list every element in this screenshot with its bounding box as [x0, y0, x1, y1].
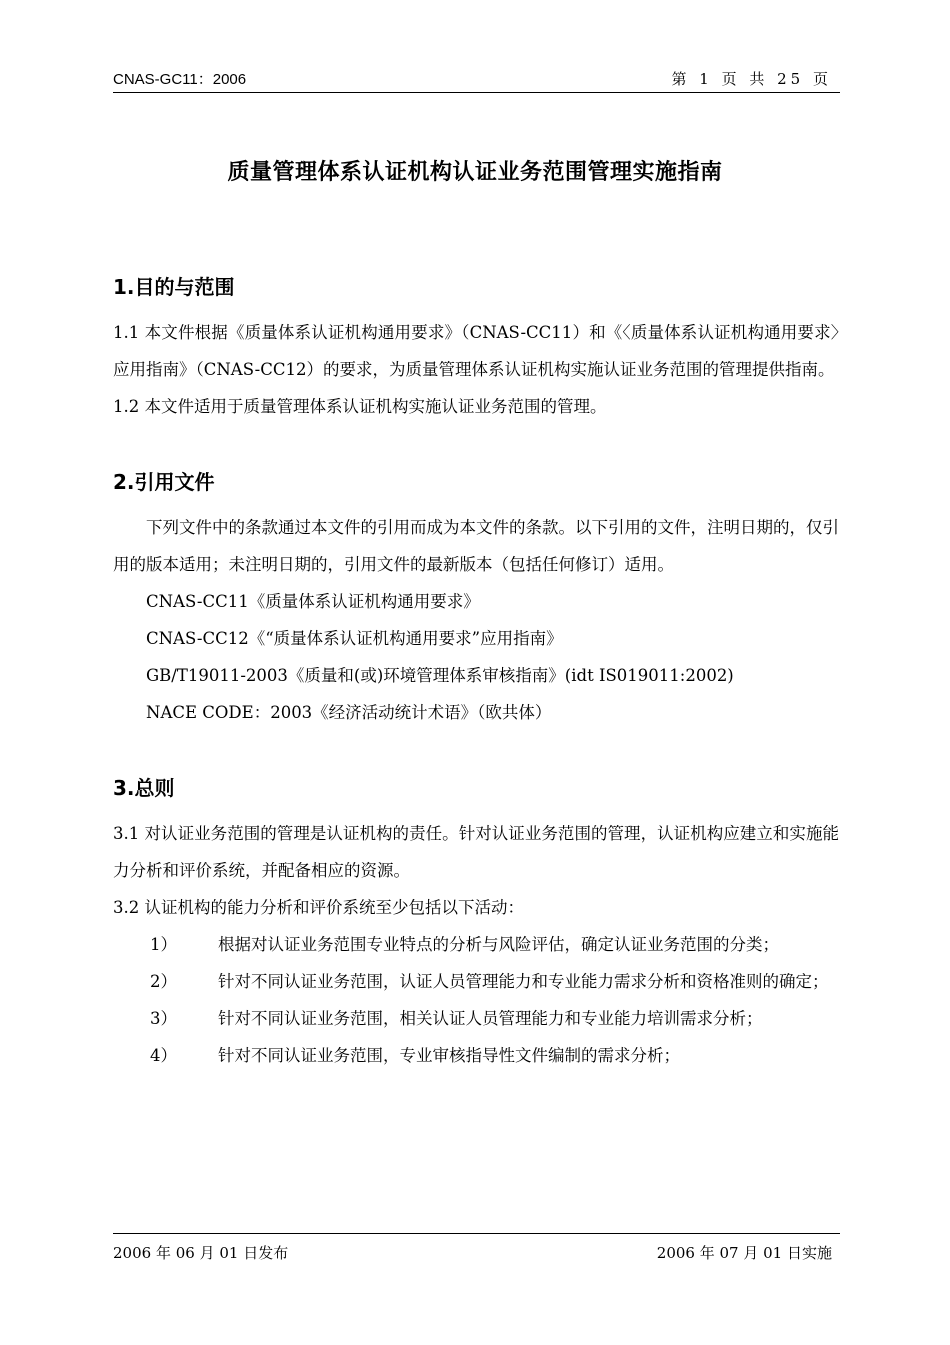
page-footer [113, 1233, 840, 1262]
section-1-paragraph-2: 1.2 本文件适用于质量管理体系认证机构实施认证业务范围的管理。 [113, 397, 607, 416]
section-2-intro: 下列文件中的条款通过本文件的引用而成为本文件的条款。以下引用的文件，注明日期的，仅引用的版本适用；未注明日期的，引用文件的最新版本（包括任何修订）适用。 [113, 518, 839, 574]
activity-number: 4） [150, 1046, 177, 1065]
activity-number: 3） [150, 1009, 177, 1028]
reference-item: NACE CODE：2003《经济活动统计术语》（欧共体） [146, 703, 552, 722]
issue-date: 2006 年 06 月 01 日发布 [113, 1244, 289, 1262]
section-2-heading: 2.引用文件 [113, 470, 215, 494]
activity-text: 针对不同认证业务范围，认证人员管理能力和专业能力需求分析和资格准则的确定； [218, 972, 829, 991]
document-title: 质量管理体系认证机构认证业务范围管理实施指南 [227, 160, 723, 185]
section-3-paragraph-2: 3.2 认证机构的能力分析和评价系统至少包括以下活动： [113, 898, 524, 917]
reference-item: CNAS-CC12《“质量体系认证机构通用要求”应用指南》 [146, 629, 563, 648]
activity-number: 1） [150, 935, 177, 954]
section-1-paragraph-1: 1.1 本文件根据《质量体系认证机构通用要求》（CNAS-CC11）和《〈质量体系认证机构通用要求〉应用指南》（CNAS-CC12）的要求，为质量管理体系认证机构实施认证业务范围的管理提供指南。 [113, 323, 839, 379]
section-3-heading: 3.总则 [113, 776, 175, 800]
activity-item [113, 963, 839, 1000]
activity-item [113, 1000, 839, 1037]
activity-item [113, 1037, 839, 1074]
section-1-heading: 1.目的与范围 [113, 275, 235, 299]
page-number: 第 1 页 共 25 页 [671, 70, 832, 88]
activity-text: 针对不同认证业务范围，相关认证人员管理能力和专业能力培训需求分析； [218, 1009, 763, 1028]
activity-text: 针对不同认证业务范围，专业审核指导性文件编制的需求分析； [218, 1046, 680, 1065]
activity-text: 根据对认证业务范围专业特点的分析与风险评估，确定认证业务范围的分类； [218, 935, 779, 954]
reference-item: CNAS-CC11《质量体系认证机构通用要求》 [146, 592, 480, 611]
document-body [113, 272, 839, 1074]
reference-item: GB/T19011-2003《质量和(或)环境管理体系审核指南》(idt IS019011:2002) [146, 666, 734, 685]
activity-number: 2） [150, 972, 177, 991]
activity-item [113, 926, 839, 963]
effective-date: 2006 年 07 月 01 日实施 [656, 1244, 832, 1262]
page-header [113, 66, 840, 93]
document-code: CNAS-GC11：2006 [113, 71, 247, 88]
section-3-paragraph-1: 3.1 对认证业务范围的管理是认证机构的责任。针对认证业务范围的管理，认证机构应建立和实施能力分析和评价系统，并配备相应的资源。 [113, 824, 839, 880]
